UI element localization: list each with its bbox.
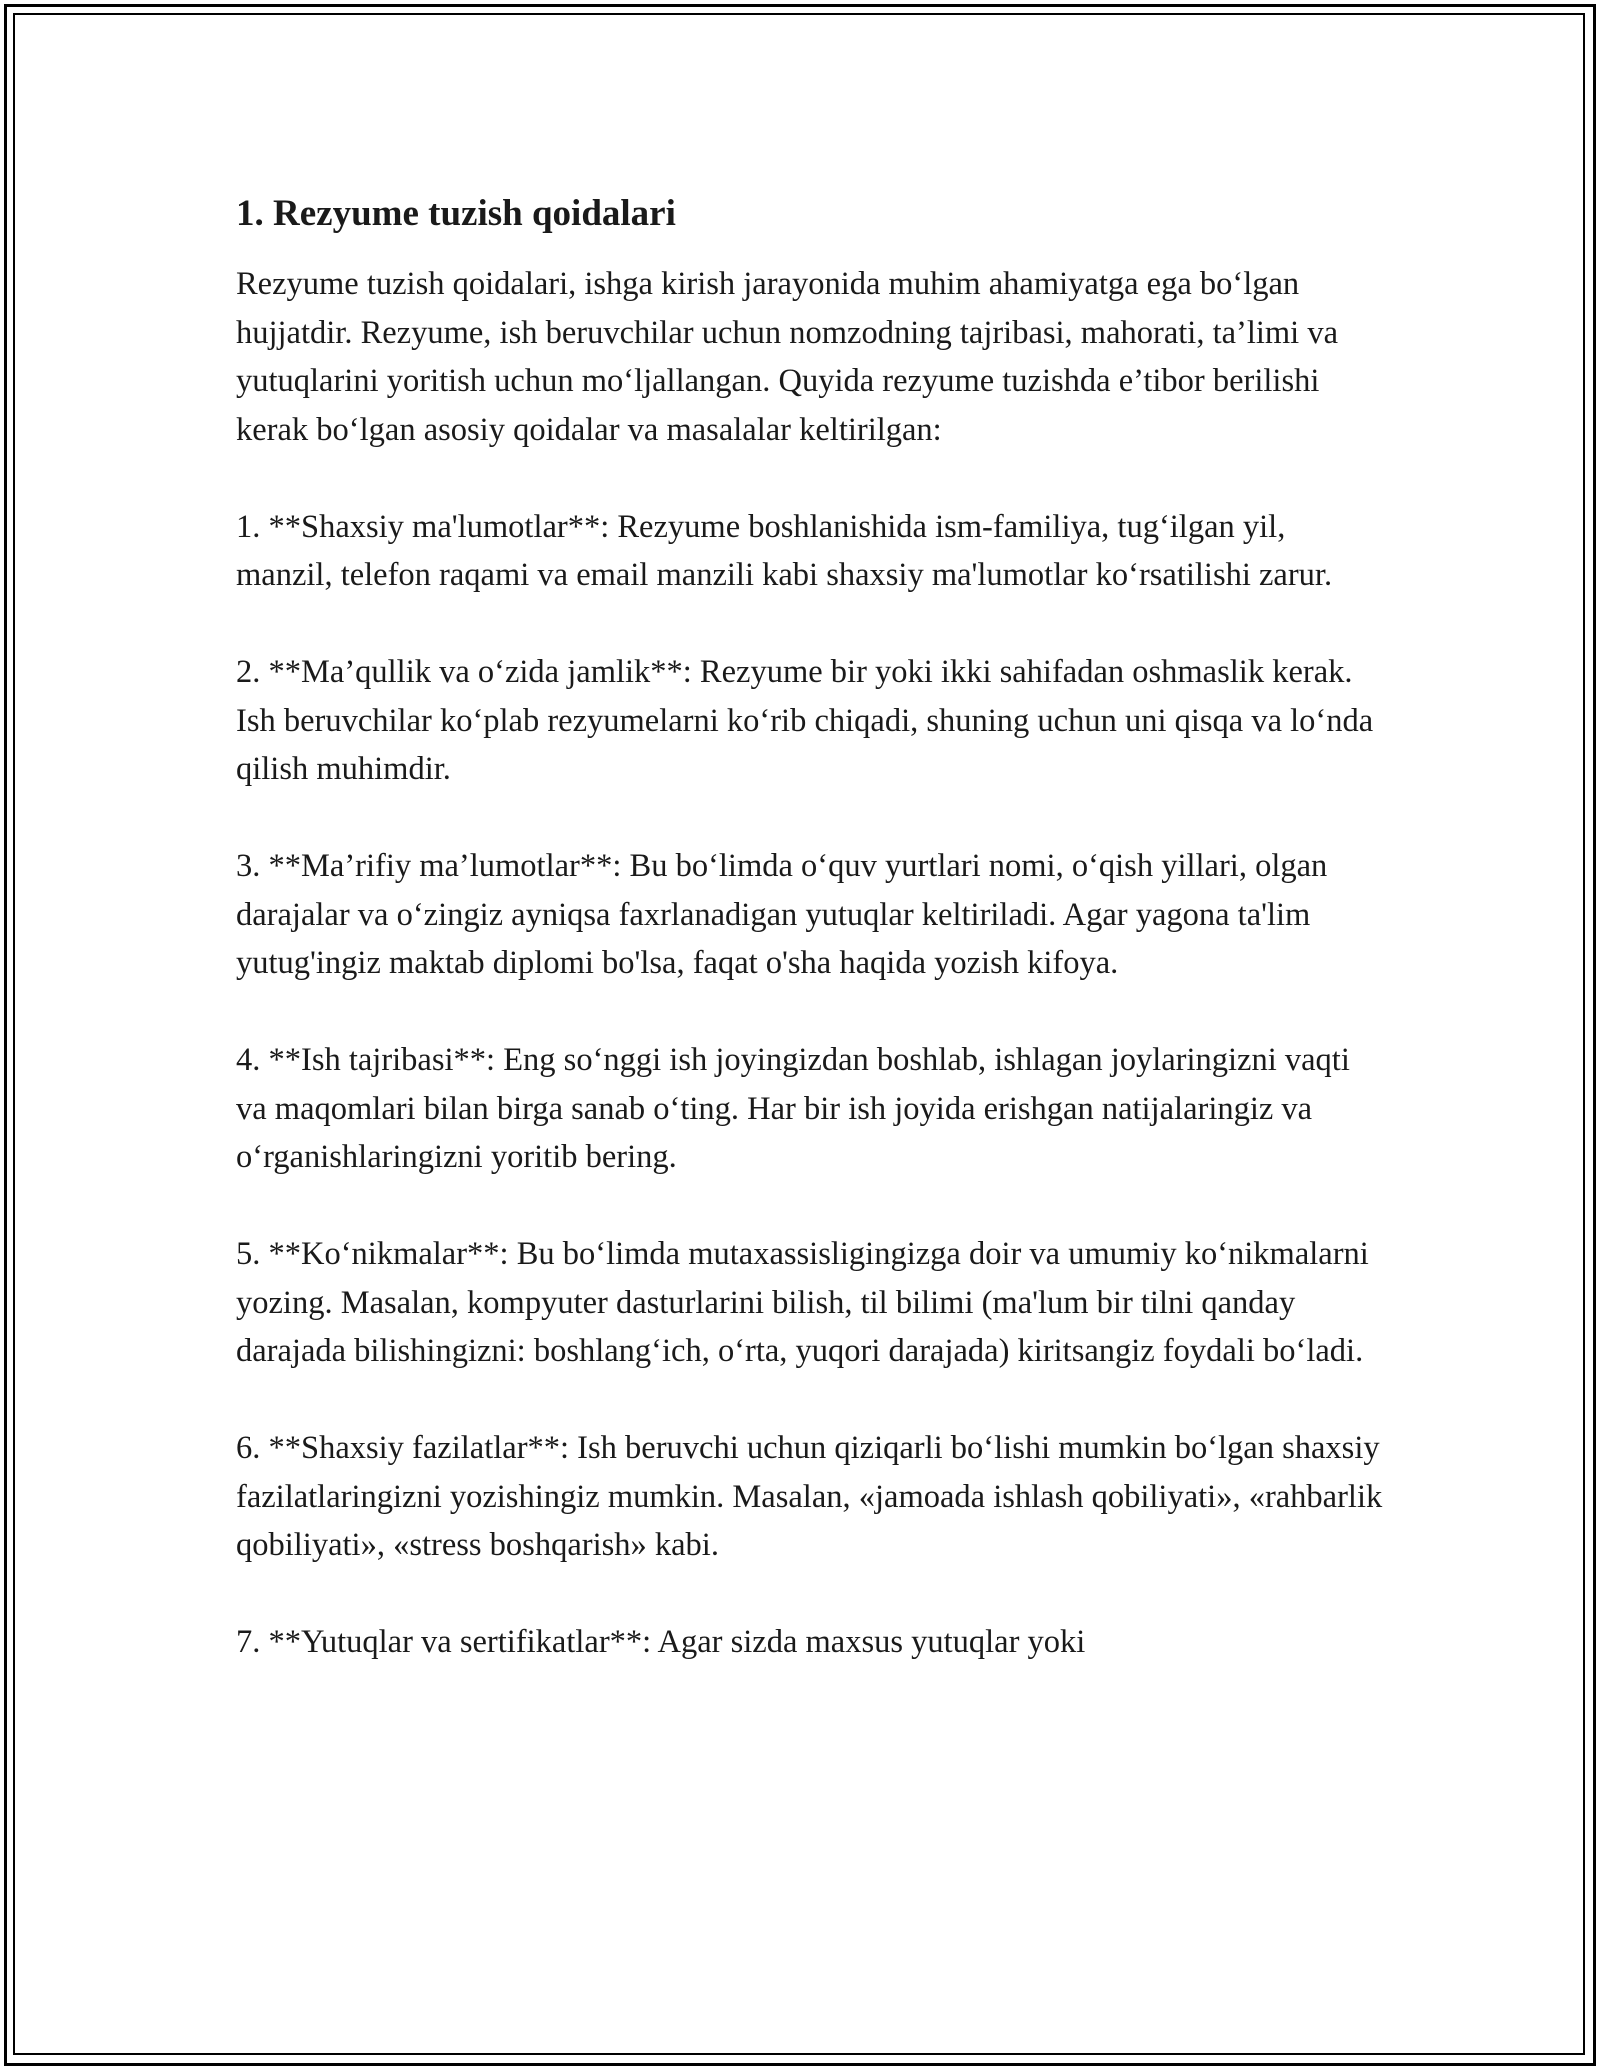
section-heading: 1. Rezyume tuzish qoidalari <box>236 193 676 234</box>
rule-education: 3. **Ma’rifiy ma’lumotlar**: Bu bo‘limda o‘quv yurtlari nomi, o‘qish yillari, olgan darajalar va o‘zingiz ayniqsa faxrlanadigan yutuqlar keltiriladi. Agar yagona ta'lim yutug'ingiz maktab diplomi bo'lsa, faqat o'sha haqida yozish kifoya. <box>236 848 1328 981</box>
intro-paragraph: Rezyume tuzish qoidalari, ishga kirish jarayonida muhim ahamiyatga ega bo‘lgan hujjatdir. Rezyume, ish beruvchilar uchun nomzodning tajribasi, mahorati, ta’limi va yutuqlarini yoritish uchun mo‘ljallangan. Quyida rezyume tuzishda e’tibor berilishi kerak bo‘lgan asosiy qoidalar va masalalar keltirilgan: <box>236 266 1339 448</box>
rule-work-experience: 4. **Ish tajribasi**: Eng so‘nggi ish joyingizdan boshlab, ishlagan joylaringizni vaqti va maqomlari bilan birga sanab o‘ting. Har bir ish joyida erishgan natijalaringiz va o‘rganishlaringizni yoritib bering. <box>236 1042 1350 1175</box>
rule-personal-qualities: 6. **Shaxsiy fazilatlar**: Ish beruvchi uchun qiziqarli bo‘lishi mumkin bo‘lgan shaxsiy fazilatlaringizni yozishingiz mumkin. Masalan, «jamoada ishlash qobiliyati», «rahbarlik qobiliyati», «stress boshqarish» kabi. <box>236 1430 1383 1563</box>
rule-personal-info: 1. **Shaxsiy ma'lumotlar**: Rezyume boshlanishida ism-familiya, tug‘ilgan yil, manzil, telefon raqami va email manzili kabi shaxsiy ma'lumotlar ko‘rsatilishi zarur. <box>236 508 1333 593</box>
document-body <box>236 188 1386 1715</box>
rule-conciseness: 2. **Ma’qullik va o‘zida jamlik**: Rezyume bir yoki ikki sahifadan oshmaslik kerak. Ish beruvchilar ko‘plab rezyumelarni ko‘rib chiqadi, shuning uchun uni qisqa va lo‘nda qilish muhimdir. <box>236 654 1374 787</box>
rule-achievements: 7. **Yutuqlar va sertifikatlar**: Agar sizda maxsus yutuqlar yoki <box>236 1624 1086 1660</box>
rule-skills: 5. **Ko‘nikmalar**: Bu bo‘limda mutaxassisligingizga doir va umumiy ko‘nikmalarni yozing. Masalan, kompyuter dasturlarini bilish, til bilimi (ma'lum bir tilni qanday darajada bilishingizni: boshlang‘ich, o‘rta, yuqori darajada) kiritsangiz foydali bo‘ladi. <box>236 1236 1369 1369</box>
